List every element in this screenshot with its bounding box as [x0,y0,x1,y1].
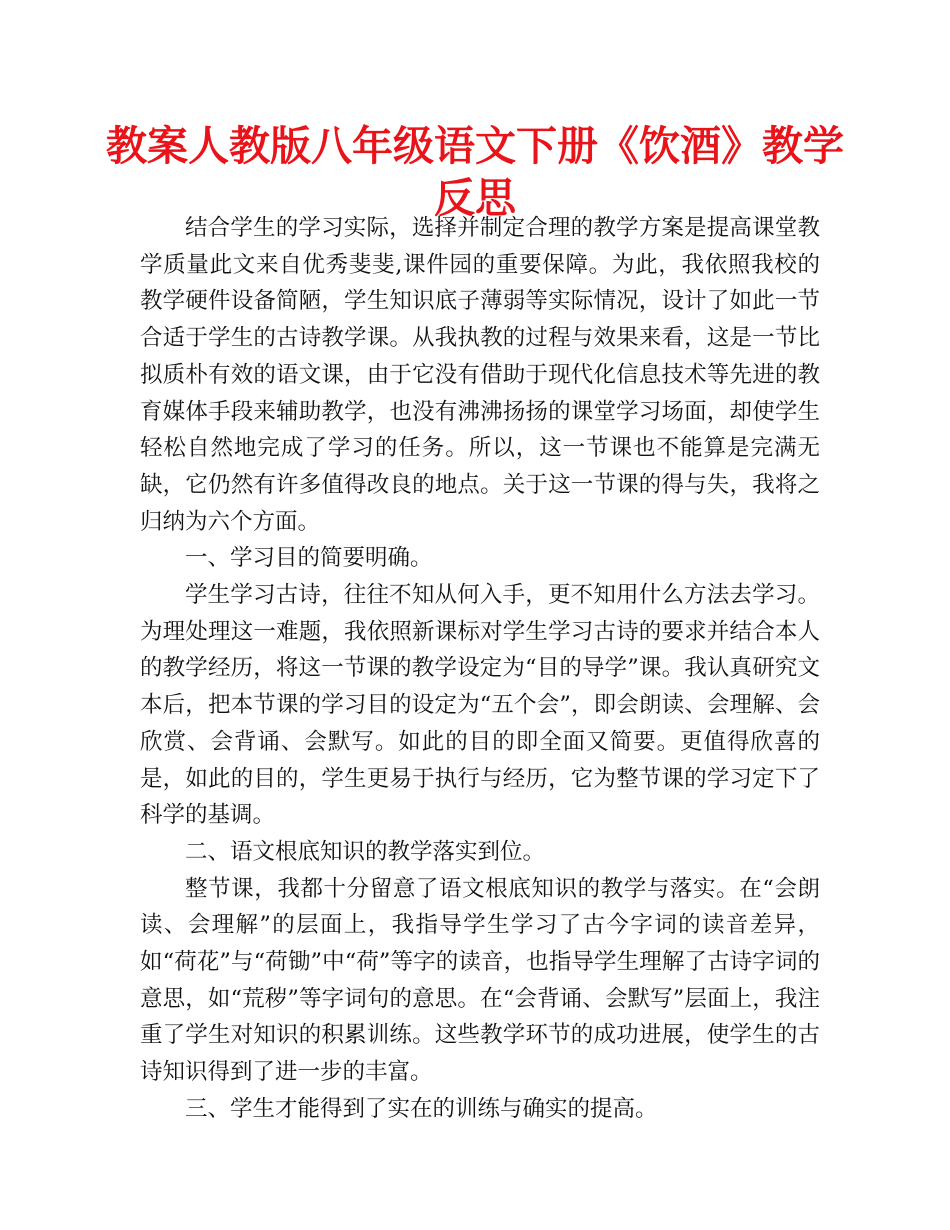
document-body [140,210,820,1128]
section-heading-3: 三、学生才能得到了实在的训练与确实的提高。 [185,1095,658,1122]
section-heading-2: 二、语文根底知识的教学落实到位。 [185,838,546,865]
section-heading-1: 一、学习目的简要明确。 [185,545,433,572]
paragraph-section-1: 学生学习古诗，往往不知从何入手，更不知用什么方法去学习。为理处理这一难题，我依照新课标对学生学习古诗的要求并结合本人的教学经历，将这一节课的教学设定为“目的导学”课。我认真研究文本后，把本节课的学习目的设定为“五个会”，即会朗读、会理解、会欣赏、会背诵、会默写。如此的目的即全面又简要。更值得欣喜的是，如此的目的，学生更易于执行与经历，它为整节课的学习定下了科学的基调。 [140,582,820,829]
document-title: 教案人教版八年级语文下册《饮酒》教学反思 [106,122,844,222]
paragraph-intro: 结合学生的学习实际，选择并制定合理的教学方案是提高课堂教学质量此文来自优秀斐斐,课件园的重要保障。为此，我依照我校的教学硬件设备简陋，学生知识底子薄弱等实际情况，设计了如此一节合适于学生的古诗教学课。从我执教的过程与效果来看，这是一节比拟质朴有效的语文课，由于它没有借助于现代化信息技术等先进的教育媒体手段来辅助教学，也没有沸沸扬扬的课堂学习场面，却使学生轻松自然地完成了学习的任务。所以，这一节课也不能算是完满无缺，它仍然有许多值得改良的地点。关于这一节课的得与失，我将之归纳为六个方面。 [140,215,820,535]
paragraph-section-2: 整节课，我都十分留意了语文根底知识的教学与落实。在“会朗读、会理解”的层面上，我指导学生学习了古今字词的读音差异，如“荷花”与“荷锄”中“荷”等字的读音，也指导学生理解了古诗字词的意思，如“荒秽”等字词句的意思。在“会背诵、会默写”层面上，我注重了学生对知识的积累训练。这些教学环节的成功进展，使学生的古诗知识得到了进一步的丰富。 [140,875,820,1086]
